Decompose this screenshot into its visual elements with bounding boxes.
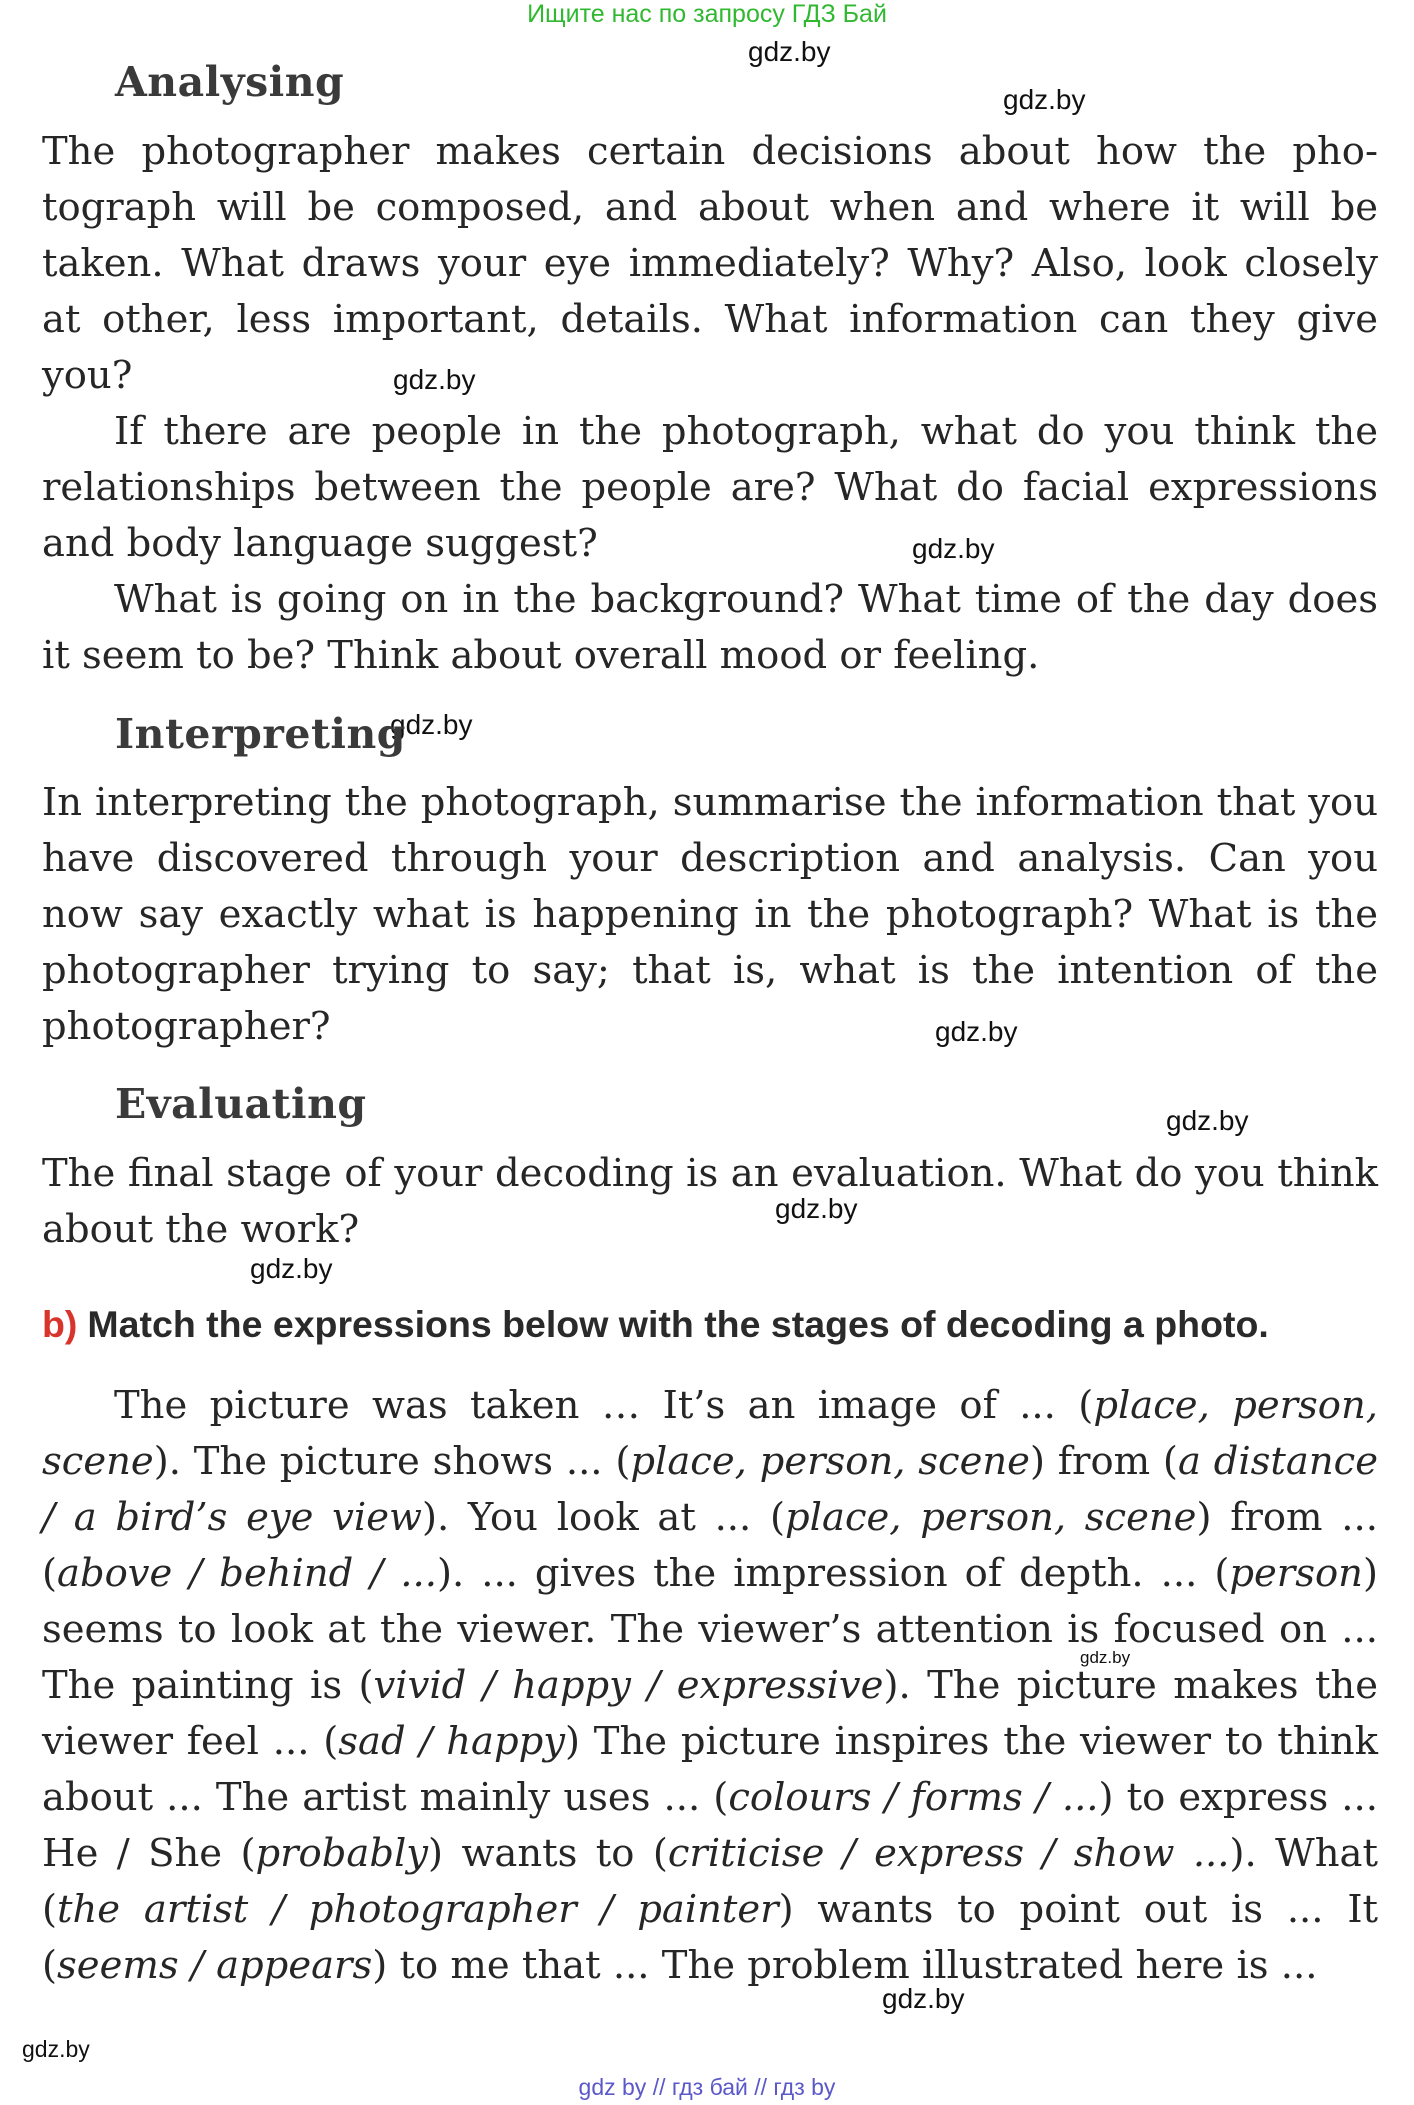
expression-option: sad / happy	[338, 1719, 565, 1764]
expression-option: the artist / photographer / painter	[57, 1887, 779, 1932]
paragraph: The final stage of your decoding is an evaluation. What do you think about the work?	[42, 1151, 1378, 1252]
evaluating-body	[42, 1146, 1378, 1258]
expression-text: ) The picture inspires the viewer to think about ... The artist mainly uses ... (	[42, 1719, 1379, 1820]
watermark: gdz.by	[882, 1983, 965, 2014]
interpreting-body	[42, 775, 1378, 1055]
expression-option: above / behind / ...	[57, 1551, 437, 1596]
watermark: gdz.by	[748, 36, 831, 67]
analysing-body	[42, 124, 1378, 684]
watermark: gdz.by	[1080, 1648, 1131, 1667]
heading-interpreting: Interpreting	[115, 710, 406, 758]
watermark: gdz.by	[22, 2036, 90, 2062]
expression-option: vivid / happy / expressive	[373, 1663, 884, 1708]
expression-option: criticise / express / show ...	[667, 1831, 1230, 1876]
expression-text: ) wants to point out is ... It (	[42, 1887, 1378, 1988]
paragraph: If there are people in the photograph, what do you think the relationships between the people are? What do facial expressions and body language suggest?	[42, 409, 1378, 566]
watermark: gdz.by	[775, 1193, 858, 1224]
expression-text: ). ... gives the impression of depth. ... (	[436, 1551, 1230, 1596]
expression-option: place, person, scene	[785, 1495, 1197, 1540]
expression-text: The picture was taken … It’s an image of ... (	[114, 1383, 1094, 1428]
expression-option: seems / appears	[57, 1943, 373, 1988]
expression-text: ) from ... (	[42, 1495, 1378, 1596]
watermark: gdz.by	[390, 709, 473, 740]
paragraph: In interpreting the photograph, summarise the information that you have discovered through your description and analysis. Can you now say exactly what is happening in the photograph? What is the photographer trying to say; that is, what is the intention of the photographer?	[42, 780, 1378, 1049]
expressions-paragraph	[42, 1378, 1378, 1994]
task-letter: b)	[42, 1303, 78, 1345]
watermark: gdz.by	[393, 364, 476, 395]
watermark: gdz.by	[250, 1253, 333, 1284]
expression-text: ). The picture makes the viewer feel ... (	[42, 1663, 1378, 1764]
expression-text: ) from (	[1029, 1439, 1178, 1484]
expression-text: ). The picture shows ... (	[153, 1439, 631, 1484]
expression-text: ) wants to (	[428, 1831, 668, 1876]
bottom-banner: gdz by // гдз бай // гдз by	[578, 2074, 836, 2100]
expression-text: ) to me that ... The problem illustrated here is ...	[372, 1943, 1318, 1988]
task-instruction	[42, 1303, 1382, 1346]
expression-text: ). You look at ... (	[421, 1495, 786, 1540]
top-banner: Ищите нас по запросу ГДЗ Бай	[527, 0, 887, 28]
paragraph: What is going on in the background? What time of the day does it seem to be? Think about overall mood or feeling.	[42, 577, 1378, 678]
paragraph: The photographer makes certain decisions about how the photograph will be composed, and about when and where it will be taken. What draws your eye immediately? Why? Also, look closely at other, less important, details. What information can they give you?	[42, 129, 1378, 398]
watermark: gdz.by	[1166, 1105, 1249, 1136]
expression-option: a distance / a bird’s eye view	[42, 1439, 1378, 1540]
expression-option: colours / forms / ...	[728, 1775, 1099, 1820]
expression-option: place, person, scene	[630, 1439, 1030, 1484]
expression-text: ). What (	[42, 1831, 1378, 1932]
task-text: Match the expressions below with the stages of decoding a photo.	[87, 1303, 1269, 1345]
watermark: gdz.by	[935, 1016, 1018, 1047]
expression-option: place, person, scene	[42, 1383, 1378, 1484]
expression-text: ) seems to look at the viewer. The viewer’s attention is focused on ... The painting is (	[42, 1551, 1378, 1708]
heading-evaluating: Evaluating	[115, 1080, 367, 1128]
watermark: gdz.by	[1003, 84, 1086, 115]
expression-text: ) to express ... He / She (	[42, 1775, 1378, 1876]
watermark: gdz.by	[912, 533, 995, 564]
expression-option: probably	[255, 1831, 429, 1876]
expression-option: person	[1229, 1551, 1363, 1596]
heading-analysing: Analysing	[115, 58, 345, 106]
